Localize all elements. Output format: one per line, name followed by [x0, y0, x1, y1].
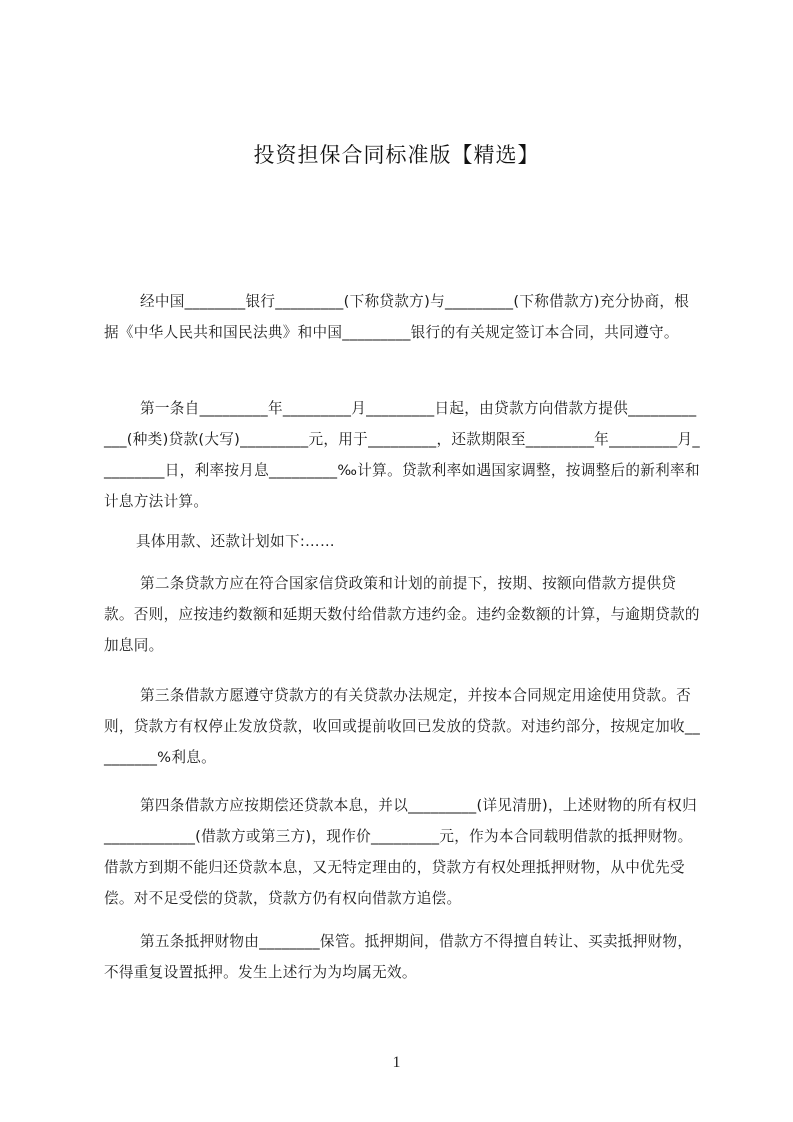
paragraph-article-5	[104, 926, 704, 988]
paragraph-text: 第五条抵押财物由________保管。抵押期间，借款方不得擅自转让、买卖抵押财物，不得重复设置抵押。发生上述行为为均属无效。	[104, 933, 693, 981]
document-title: 投资担保合同标准版【精选】	[253, 143, 540, 167]
paragraph-text: 第四条借款方应按期偿还贷款本息，并以_________(详见清册)，上述财物的所有权归____________(借款方或第三方)，现作价_________元，作为本合同载明借款的抵押财物。借款方到期不能归还贷款本息，又无特定理由的，贷款方有权处理抵押财物，从中优先受偿。对不足受偿的贷款，贷款方仍有权向借款方追偿。	[104, 797, 697, 907]
plan-line	[104, 526, 704, 557]
plan-text: 具体用款、还款计划如下:……	[136, 533, 335, 550]
paragraph-text: 第二条贷款方应在符合国家信贷政策和计划的前提下，按期、按额向借款方提供贷款。否则，应按违约数额和延期天数付给借款方违约金。违约金数额的计算，与逾期贷款的加息同。	[104, 575, 700, 654]
paragraph-article-2	[104, 568, 704, 661]
paragraph-article-3	[104, 680, 704, 773]
paragraph-text: 经中国________银行_________(下称贷款方)与_________(下称借款方)充分协商，根据《中华人民共和国民法典》和中国_________银行的有关规定签订本合同，共同遵守。	[104, 293, 690, 341]
paragraph-article-4	[104, 790, 704, 914]
paragraph-text: 第三条借款方愿遵守贷款方的有关贷款办法规定，并按本合同规定用途使用贷款。否则，贷款方有权停止发放贷款，收回或提前收回已发放的贷款。对违约部分，按规定加收_________%利息。	[104, 687, 701, 766]
paragraph-preamble	[104, 286, 704, 348]
paragraph-text: 第一条自_________年_________月_________日起，由贷款方向借款方提供____________(种类)贷款(大写)_________元，用于_________，还款期限至_________年_________月_________日，利率按月息_________‰计算。贷款利率如遇国家调整，按调整后的新利率和计息方法计算。	[104, 400, 700, 510]
page-number: 1	[392, 1054, 401, 1071]
paragraph-article-1	[104, 393, 704, 517]
